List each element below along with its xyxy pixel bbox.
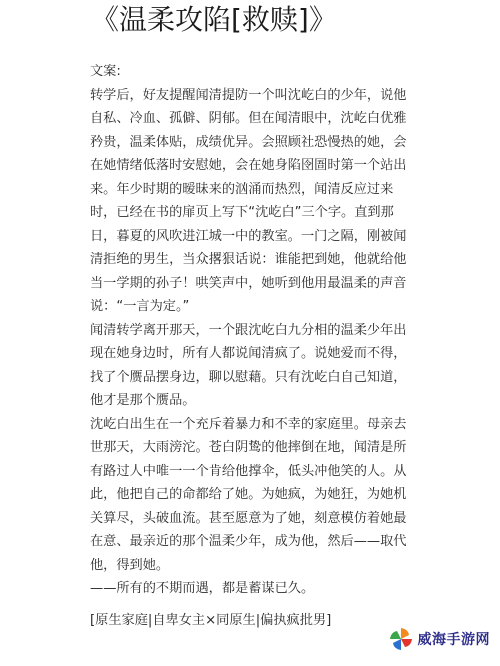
watermark-text: 威海手游网 [417,632,490,648]
synopsis-line: 说：“一言为定。” [90,299,190,314]
synopsis-line: 当一学期的孙子！哄笑声中，她听到他用最温柔的声音 [90,275,407,291]
watermark-logo [388,626,491,652]
synopsis-line: 此，他把自己的命都给了她。为她疯，为她狂，为她机 [90,487,407,502]
book-title: 《温柔攻陷[救赎]》 [91,3,337,36]
synopsis-label: 文案: [90,64,121,79]
synopsis-line: 矜贵，温柔体贴，成绩优异。会照顾社恐慢热的她，会 [90,134,407,150]
synopsis-line: 自私、冷血、孤僻、阴郁。但在闻清眼中，沈屹白优雅 [90,111,407,126]
synopsis-line: 他，得到她。 [90,557,170,573]
synopsis-line: 来。年少时期的暧昧来的汹涌而热烈，闻清反应过来 [90,181,394,197]
synopsis-line: 现在她身边时，所有人都说闻清疯了。说她爱而不得， [90,346,407,361]
synopsis-line: 时，已经在书的扉页上写下“沈屹白”三个字。直到那 [90,205,394,220]
synopsis-line: 日，暮夏的风吹进江城一中的教室。一门之隔，刚被闻 [90,228,407,244]
synopsis-line: 在她情绪低落时安慰她，会在她身陷囹圄时第一个站出 [90,158,407,173]
synopsis-line: 找了个赝品摆身边，聊以慰藉。只有沈屹白自己知道， [90,369,407,385]
synopsis-line: 有路过人中唯一一个肯给他撑伞，低头冲他笑的人。从 [90,463,407,479]
synopsis-line: ——所有的不期而遇，都是蓄谋已久。 [90,581,315,596]
synopsis-line: 关算尽，头破血流。甚至愿意为了她，刻意模仿着她最 [90,510,407,526]
synopsis-line: 在意、最亲近的那个温柔少年，成为他，然后——取代 [90,534,407,549]
synopsis-line: 转学后，好友提醒闻清提防一个叫沈屹白的少年，说他 [90,87,407,103]
synopsis-body [90,60,418,601]
synopsis-line: 闻清转学离开那天，一个跟沈屹白九分相的温柔少年出 [90,322,407,338]
synopsis-line: 沈屹白出生在一个充斥着暴力和不幸的家庭里。母亲去 [90,416,407,432]
synopsis-line: 世那天，大雨滂沱。苍白阴鸷的他摔倒在地，闻清是所 [90,440,407,455]
synopsis-line: 清拒绝的男生，当众撂狠话说：谁能把到她，他就给他 [90,252,407,267]
genre-tags: [原生家庭|自卑女主×同原生|偏执疯批男] [90,613,332,628]
synopsis-line: 他才是那个赝品。 [90,393,196,408]
pinwheel-icon [388,626,414,652]
